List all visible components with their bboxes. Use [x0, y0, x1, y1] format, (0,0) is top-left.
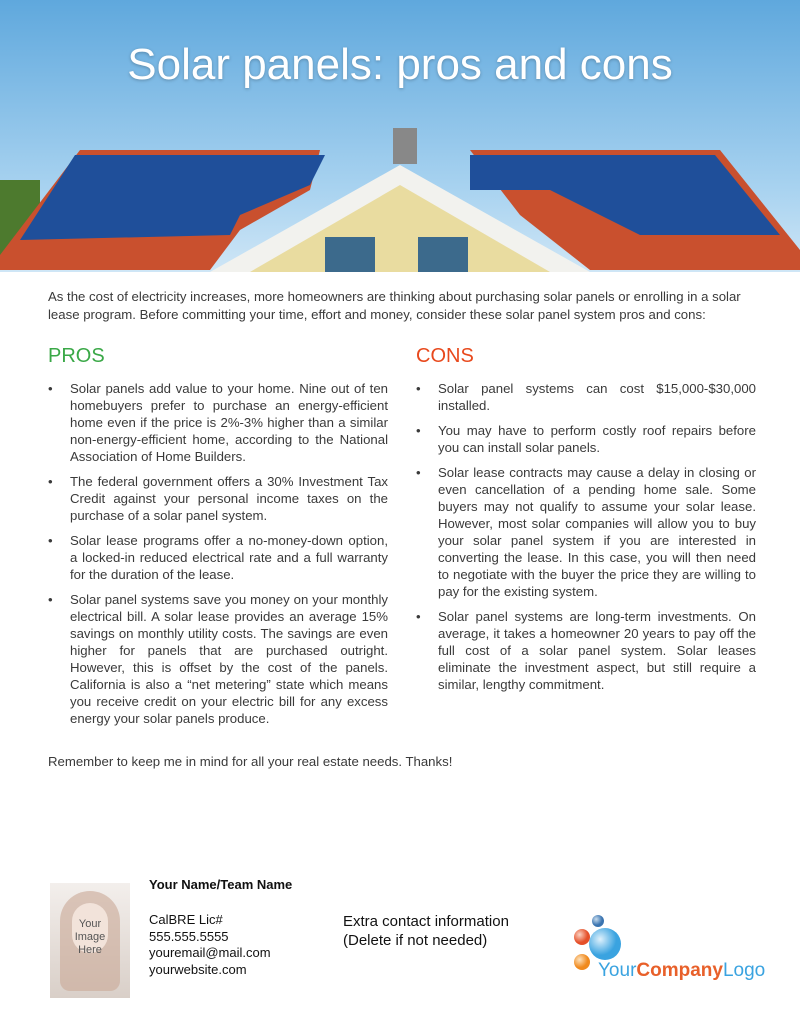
logo-your: Your [598, 960, 637, 981]
phone: 555.555.5555 [149, 928, 229, 944]
extra-line-2: (Delete if not needed) [343, 932, 488, 949]
contact-info [149, 912, 271, 978]
cons-item: • You may have to perform costly roof repairs before you can install solar panels. [416, 422, 756, 456]
hero-image [0, 0, 800, 272]
logo-company: Company [636, 960, 723, 981]
closing-note: Remember to keep me in mind for all your real estate needs. Thanks! [48, 754, 453, 769]
cons-item: • Solar lease contracts may cause a delay in closing or even cancellation of a pending home sale. Some buyers may not qualify to assume your solar lease. However, most solar companies will allow you to buy your solar panel system if you are interested in converting the lease. In this case, you will then need to negotiate with the buyer the price they are willing to pay for the existing system. [416, 464, 756, 600]
photo-label-1: Your [78, 918, 102, 930]
photo-label-2: Image [74, 931, 106, 943]
email: youremail@mail.com [149, 945, 271, 960]
cons-item: • Solar panel systems are long-term investments. On average, it takes a homeowner 20 years to pay off the full cost of a solar panel system. Solar leases eliminate the investment aspect, but still require a similar, lengthy commitment. [416, 608, 756, 693]
cons-section [416, 345, 756, 735]
cons-item: • Solar panel systems can cost $15,000-$30,000 installed. [416, 380, 756, 414]
photo-label-3: Here [78, 944, 102, 956]
pros-item: • The federal government offers a 30% Investment Tax Credit against your personal income taxes on the purchase of a solar panel system. [48, 473, 388, 524]
pros-item: • Solar lease programs offer a no-money-down option, a locked-in reduced electrical rate and a full warranty for the duration of the lease. [48, 532, 388, 583]
website: yourwebsite.com [149, 961, 247, 977]
license-number: CalBRE Lic# [149, 912, 223, 927]
page-title: Solar panels: pros and cons [127, 40, 673, 89]
extra-line-1: Extra contact information [343, 913, 509, 930]
pros-item: • Solar panel systems save you money on your monthly electrical bill. A solar lease provides an average 15% savings on monthly utility costs. The savings are even higher for panels that are purchased outright. However, this is offset by the cost of the panels. California is also a “net metering” state which means you receive credit on your electric bill for any excess energy your solar panels produce. [48, 591, 388, 727]
company-logo [570, 912, 770, 987]
main-content [48, 288, 756, 770]
pros-item: • Solar panels add value to your home. Nine out of ten homebuyers prefer to purchase an energy-efficient home even if the price is 2%-3% higher than a similar non-energy-efficient home, according to the National Association of Home Builders. [48, 380, 388, 465]
pros-heading: PROS [48, 345, 105, 367]
cons-heading: CONS [416, 345, 474, 367]
extra-contact-info [343, 912, 509, 950]
intro-paragraph: As the cost of electricity increases, more homeowners are thinking about purchasing solar panels or enrolling in a solar lease program. Before committing your time, effort and money, consider these solar panel system pros and cons: [48, 289, 741, 322]
agent-name: Your Name/Team Name [149, 877, 293, 892]
pros-section [48, 345, 388, 735]
pros-cons-columns [48, 345, 756, 735]
agent-photo-placeholder [50, 883, 130, 998]
logo-logo: Logo [722, 960, 766, 981]
